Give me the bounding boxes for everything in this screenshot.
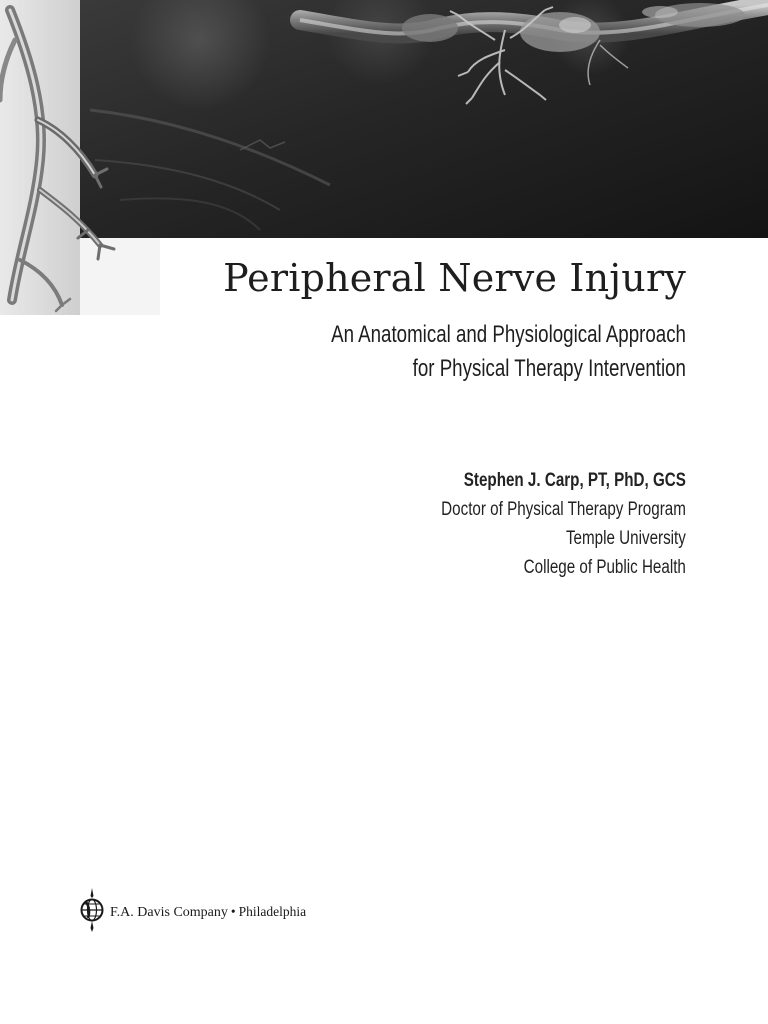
globe-quill-icon: [80, 888, 104, 937]
author-affiliation-3: College of Public Health: [523, 557, 686, 578]
publisher-text: [110, 904, 306, 921]
author-affiliation-1: Doctor of Physical Therapy Program: [441, 499, 686, 520]
book-subtitle: [331, 318, 686, 386]
author-affiliation-2: Temple University: [566, 528, 686, 549]
subtitle-line-2: for Physical Therapy Intervention: [412, 355, 686, 382]
publisher-city: Philadelphia: [238, 904, 307, 919]
publisher-imprint: [80, 888, 306, 937]
publisher-name: F.A. Davis Company: [110, 905, 228, 920]
subtitle-line-1: An Anatomical and Physiological Approach: [331, 321, 686, 348]
author-block: [441, 466, 686, 582]
author-name: Stephen J. Carp, PT, PhD, GCS: [463, 470, 686, 491]
publisher-separator: •: [230, 904, 236, 919]
book-title: Peripheral Nerve Injury: [223, 256, 686, 300]
